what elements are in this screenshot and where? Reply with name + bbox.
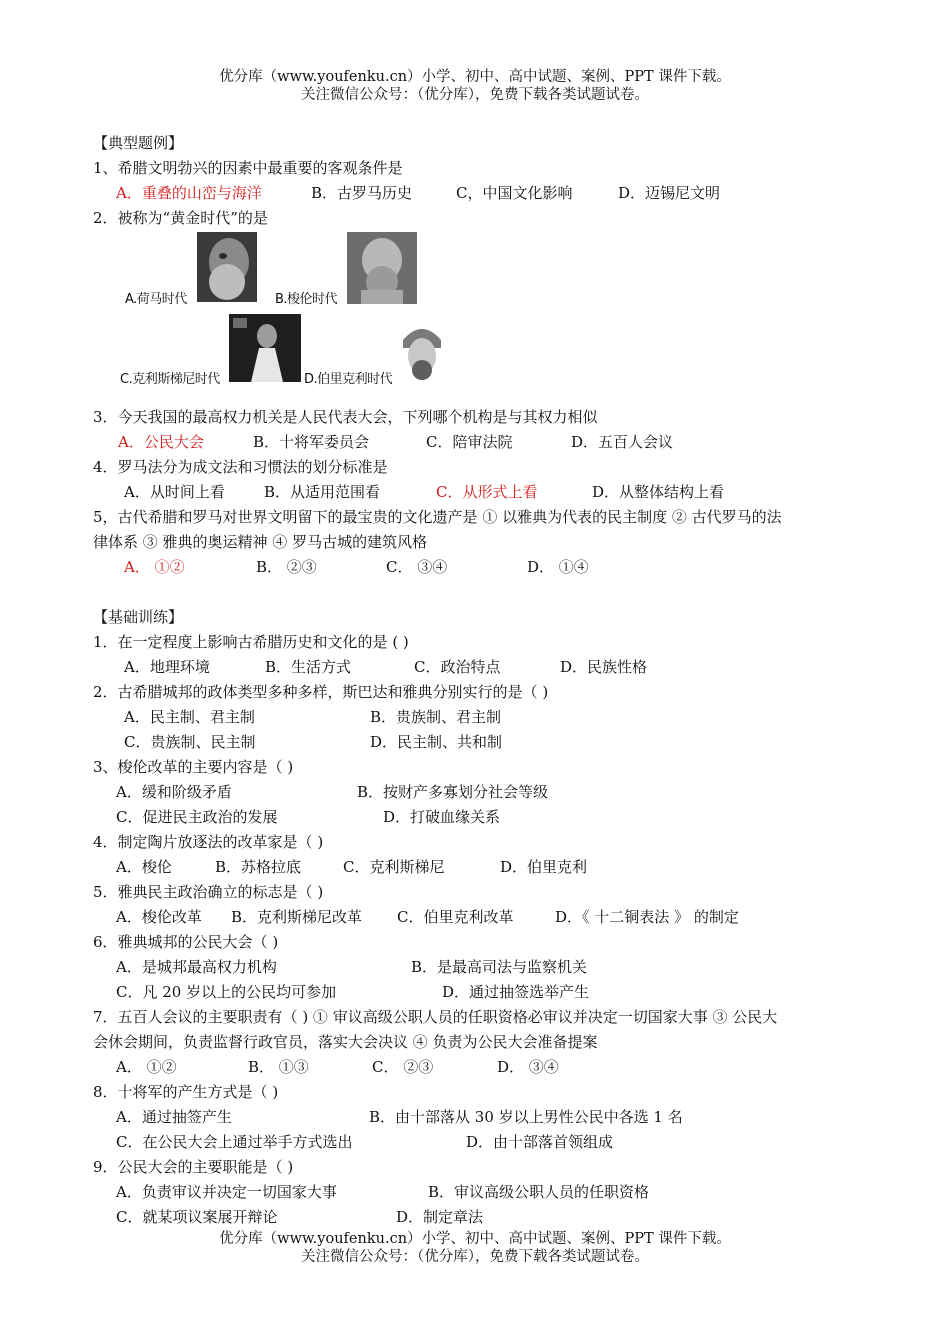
option-a-answer: A． ①② bbox=[124, 558, 185, 576]
cleisthenes-image bbox=[229, 314, 301, 382]
question-stem: 6．雅典城邦的公民大会（ ) bbox=[93, 933, 279, 951]
option-b: B．古罗马历史 bbox=[311, 184, 413, 202]
option-b: B．按财产多寡划分社会等级 bbox=[357, 783, 549, 801]
header-line-1: 优分库（www.youfenku.cn）小学、初中、高中试题、案例、PPT 课件下载。 bbox=[219, 69, 731, 85]
option-a: A．是城邦最高权力机构 bbox=[116, 958, 277, 976]
pericles-portrait-image bbox=[397, 318, 447, 382]
option-c: C．促进民主政治的发展 bbox=[116, 808, 278, 826]
question-stem: 1、希腊文明勃兴的因素中最重要的客观条件是 bbox=[93, 159, 403, 177]
option-a: A．民主制、君主制 bbox=[124, 708, 255, 726]
option-d: D．五百人会议 bbox=[571, 433, 674, 451]
option-a: A．负责审议并决定一切国家大事 bbox=[116, 1183, 337, 1201]
section-title-typical: 【典型题例】 bbox=[93, 134, 184, 152]
question-stem: 7．五百人会议的主要职责有（ ) ① 审议高级公职人员的任职资格必审议并决定一切国家大事 ③ 公民大 bbox=[93, 1008, 778, 1026]
question-stem: 2．被称为“黄金时代”的是 bbox=[93, 209, 268, 227]
option-c: C．陪审法院 bbox=[426, 433, 513, 451]
question-stem: 2．古希腊城邦的政体类型多种多样，斯巴达和雅典分别实行的是（ ) bbox=[93, 683, 549, 701]
question-stem-cont: 会休会期间，负责监督行政官员，落实大会决议 ④ 负责为公民大会准备提案 bbox=[93, 1033, 598, 1051]
question-stem-cont: 律体系 ③ 雅典的奥运精神 ④ 罗马古城的建筑风格 bbox=[93, 533, 428, 551]
option-d: D． ③④ bbox=[497, 1058, 559, 1076]
option-a-answer: A．公民大会 bbox=[118, 433, 204, 451]
option-a: A．缓和阶级矛盾 bbox=[116, 783, 232, 801]
picture-label-d: D.伯里克利时代 bbox=[304, 372, 393, 387]
footer-line-1: 优分库（www.youfenku.cn）小学、初中、高中试题、案例、PPT 课件下载。 bbox=[219, 1231, 731, 1247]
solon-bust-image bbox=[347, 232, 417, 304]
option-a-answer: A．重叠的山峦与海洋 bbox=[116, 184, 262, 202]
option-b: B． ①③ bbox=[248, 1058, 309, 1076]
option-c: C．伯里克利改革 bbox=[397, 908, 514, 926]
option-a: A．地理环境 bbox=[124, 658, 210, 676]
question-stem: 1．在一定程度上影响古希腊历史和文化的是 ( ) bbox=[93, 633, 409, 651]
option-c: C．贵族制、民主制 bbox=[124, 733, 256, 751]
option-a: A．梭伦 bbox=[116, 858, 172, 876]
option-d: D．打破血缘关系 bbox=[383, 808, 501, 826]
option-c-answer: C．从形式上看 bbox=[436, 483, 538, 501]
option-a: A． ①② bbox=[116, 1058, 177, 1076]
option-b: B． ②③ bbox=[256, 558, 317, 576]
option-d: D．伯里克利 bbox=[500, 858, 588, 876]
homer-portrait-image bbox=[197, 232, 257, 302]
picture-label-c: C.克利斯梯尼时代 bbox=[120, 372, 220, 387]
question-stem: 8．十将军的产生方式是（ ) bbox=[93, 1083, 279, 1101]
option-d: D．《 十二铜表法 》 的制定 bbox=[555, 908, 739, 926]
option-c: C．就某项议案展开辩论 bbox=[116, 1208, 278, 1226]
option-a: A．通过抽签产生 bbox=[116, 1108, 232, 1126]
question-stem: 4．制定陶片放逐法的改革家是（ ) bbox=[93, 833, 324, 851]
option-b: B．由十部落从 30 岁以上男性公民中各选 1 名 bbox=[369, 1108, 683, 1126]
option-d: D．民主制、共和制 bbox=[370, 733, 503, 751]
option-b: B．苏格拉底 bbox=[215, 858, 302, 876]
option-c: C． ③④ bbox=[386, 558, 448, 576]
option-b: B．生活方式 bbox=[265, 658, 352, 676]
header-line-2: 关注微信公众号：（优分库），免费下载各类试题试卷。 bbox=[301, 87, 649, 103]
option-c: C．在公民大会上通过举手方式选出 bbox=[116, 1133, 353, 1151]
question-stem: 5，古代希腊和罗马对世界文明留下的最宝贵的文化遗产是 ① 以雅典为代表的民主制度 ② 古代罗马的法 bbox=[93, 508, 782, 526]
section-title-basic: 【基础训练】 bbox=[93, 608, 184, 626]
question-stem: 5．雅典民主政治确立的标志是（ ) bbox=[93, 883, 324, 901]
footer-line-2: 关注微信公众号：（优分库），免费下载各类试题试卷。 bbox=[301, 1249, 649, 1265]
option-d: D．制定章法 bbox=[396, 1208, 484, 1226]
option-d: D．由十部落首领组成 bbox=[466, 1133, 614, 1151]
question-stem: 9．公民大会的主要职能是（ ) bbox=[93, 1158, 294, 1176]
question-stem: 3．今天我国的最高权力机关是人民代表大会，下列哪个机构是与其权力相似 bbox=[93, 408, 598, 426]
option-b: B．十将军委员会 bbox=[253, 433, 370, 451]
option-d: D．民族性格 bbox=[560, 658, 648, 676]
option-b: B．是最高司法与监察机关 bbox=[411, 958, 588, 976]
picture-label-b: B.梭伦时代 bbox=[275, 292, 338, 307]
option-c: C．政治特点 bbox=[414, 658, 501, 676]
option-b: B．从适用范围看 bbox=[264, 483, 381, 501]
question-stem: 3、梭伦改革的主要内容是（ ) bbox=[93, 758, 294, 776]
option-d: D． ①④ bbox=[527, 558, 589, 576]
option-c: C，中国文化影响 bbox=[456, 184, 573, 202]
option-c: C．克利斯梯尼 bbox=[343, 858, 445, 876]
option-d: D．从整体结构上看 bbox=[592, 483, 725, 501]
picture-label-a: A.荷马时代 bbox=[125, 292, 187, 307]
option-c: C． ②③ bbox=[372, 1058, 434, 1076]
option-d: D．通过抽签选举产生 bbox=[442, 983, 590, 1001]
option-d: D．迈锡尼文明 bbox=[618, 184, 721, 202]
option-b: B．审议高级公职人员的任职资格 bbox=[428, 1183, 650, 1201]
option-a: A．从时间上看 bbox=[124, 483, 225, 501]
option-b: B．克利斯梯尼改革 bbox=[231, 908, 363, 926]
option-b: B．贵族制、君主制 bbox=[370, 708, 502, 726]
option-c: C．凡 20 岁以上的公民均可参加 bbox=[116, 983, 337, 1001]
question-stem: 4．罗马法分为成文法和习惯法的划分标准是 bbox=[93, 458, 388, 476]
option-a: A．梭伦改革 bbox=[116, 908, 202, 926]
